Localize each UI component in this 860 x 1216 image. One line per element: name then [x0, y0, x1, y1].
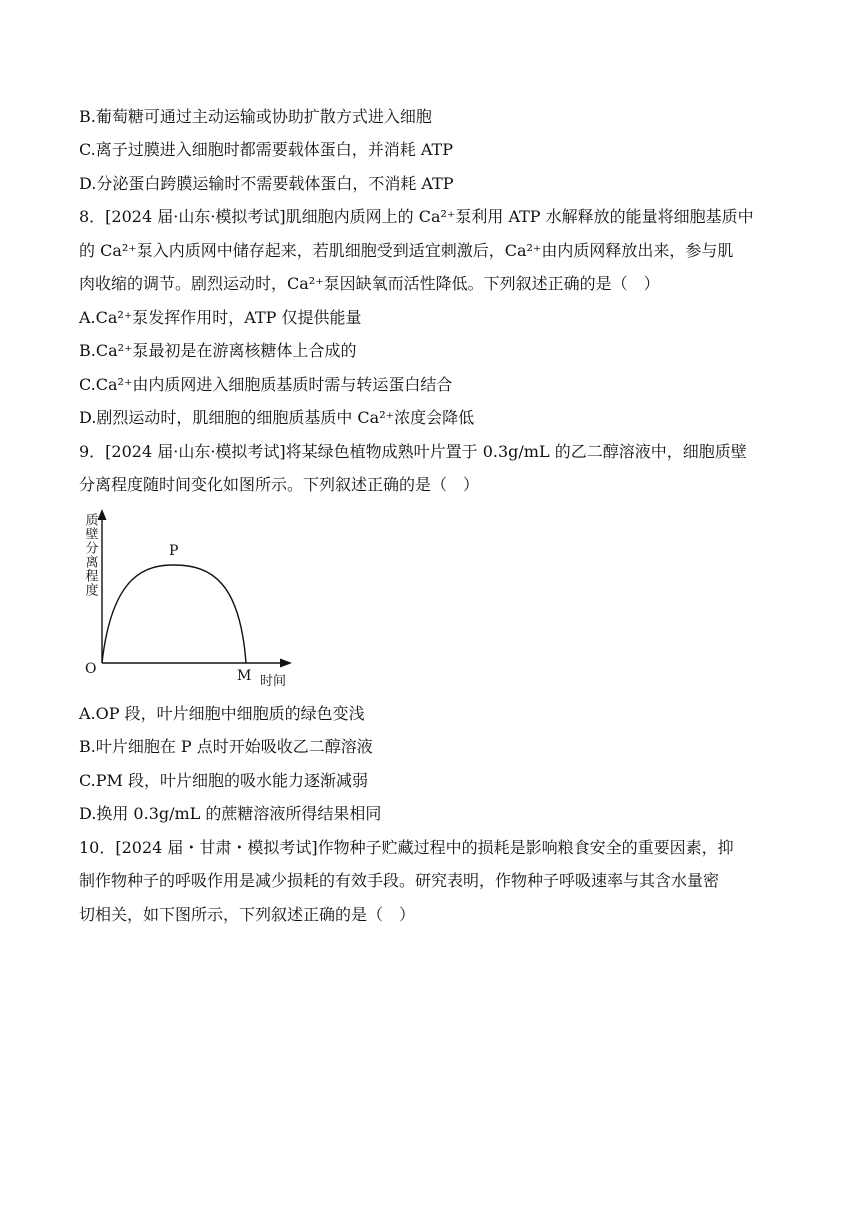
q8-stem-line-2: 的 Ca²⁺泵入内质网中储存起来，若肌细胞受到适宜刺激后，Ca²⁺由内质网释放出来，参与肌 [79, 241, 734, 260]
q10-stem-line-3: 切相关，如下图所示，下列叙述正确的是（ ） [79, 905, 416, 924]
y-axis-arrow [98, 509, 107, 520]
end-label-m: M [237, 668, 252, 684]
q8-stem-line-1: 8．[2024 届·山东·模拟考试]肌细胞内质网上的 Ca²⁺泵利用 ATP 水解释放的能量将细胞基质中 [79, 207, 754, 226]
plasmolysis-curve-figure [72, 503, 302, 693]
q10-stem-line-2: 制作物种子的呼吸作用是减少损耗的有效手段。研究表明，作物种子呼吸速率与其含水量密 [79, 871, 720, 890]
x-axis-arrow [280, 659, 292, 668]
origin-label-o: O [85, 661, 97, 677]
x-axis-label: 时间 [260, 674, 287, 689]
q7-option-b: B.葡萄糖可通过主动运输或协助扩散方式进入细胞 [79, 107, 432, 126]
q7-option-d: D.分泌蛋白跨膜运输时不需要载体蛋白，不消耗 ATP [79, 174, 454, 193]
q8-option-d: D.剧烈运动时，肌细胞的细胞质基质中 Ca²⁺浓度会降低 [79, 408, 475, 427]
q8-option-c: C.Ca²⁺由内质网进入细胞质基质时需与转运蛋白结合 [79, 375, 453, 394]
q7-option-c: C.离子过膜进入细胞时都需要载体蛋白，并消耗 ATP [79, 140, 453, 159]
peak-label-p: P [169, 543, 179, 559]
q8-option-a: A.Ca²⁺泵发挥作用时，ATP 仅提供能量 [79, 308, 362, 327]
plasmolysis-curve [102, 565, 246, 663]
q9-option-d: D.换用 0.3g/mL 的蔗糖溶液所得结果相同 [79, 804, 382, 823]
q8-option-b: B.Ca²⁺泵最初是在游离核糖体上合成的 [79, 341, 357, 360]
q9-stem-line-2: 分离程度随时间变化如图所示。下列叙述正确的是（ ） [79, 475, 480, 494]
q10-stem-line-1: 10．[2024 届・甘肃・模拟考试]作物种子贮藏过程中的损耗是影响粮食安全的重要因素，抑 [79, 838, 734, 857]
q8-stem-line-3: 肉收缩的调节。剧烈运动时，Ca²⁺泵因缺氧而活性降低。下列叙述正确的是（ ） [79, 274, 660, 293]
q9-option-b: B.叶片细胞在 P 点时开始吸收乙二醇溶液 [79, 737, 373, 756]
q9-option-c: C.PM 段，叶片细胞的吸水能力逐渐减弱 [79, 771, 368, 790]
y-axis-label: 质壁分离程度 [82, 513, 98, 597]
q9-option-a: A.OP 段，叶片细胞中细胞质的绿色变浅 [79, 704, 365, 723]
q9-stem-line-1: 9．[2024 届·山东·模拟考试]将某绿色植物成熟叶片置于 0.3g/mL 的乙二醇溶液中，细胞质壁 [79, 442, 747, 461]
